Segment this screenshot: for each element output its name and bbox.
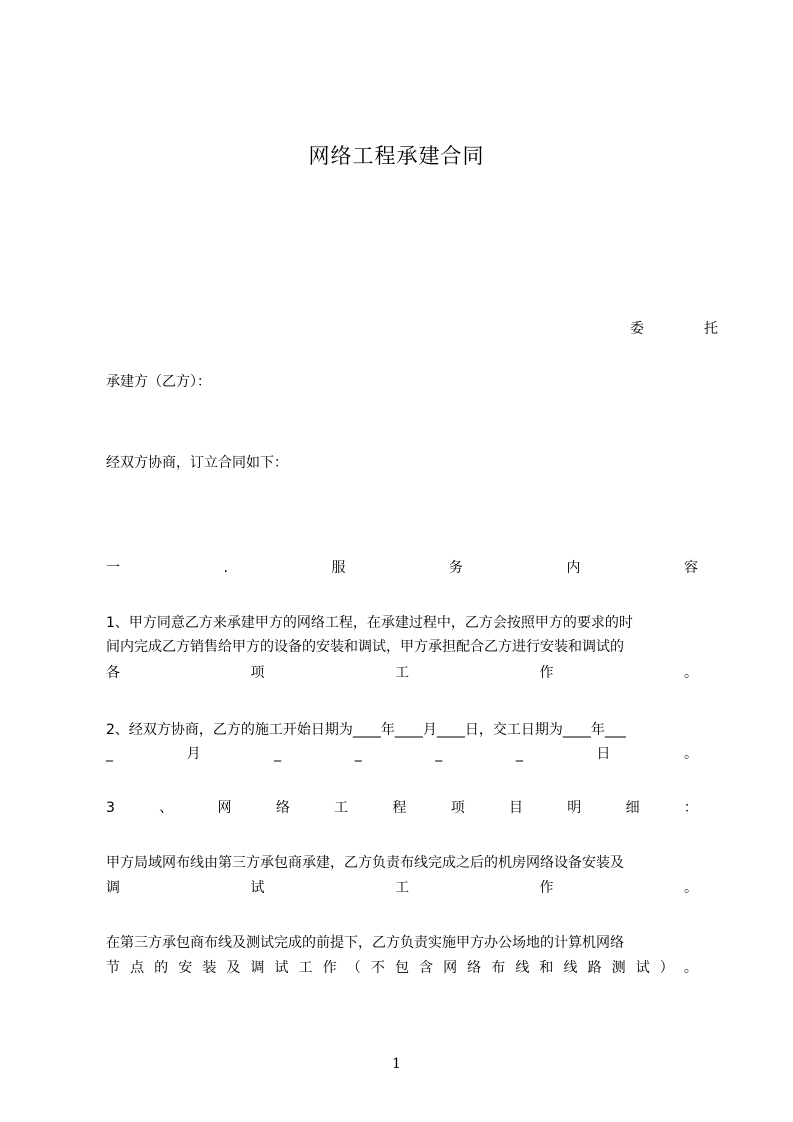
section-heading-service-content bbox=[106, 557, 698, 579]
item3-char: 项 bbox=[450, 800, 465, 816]
client-char: 托 bbox=[704, 321, 718, 337]
para1-line1: 甲方局域网布线由第三方承包商承建，乙方负责布线完成之后的机房网络设备安装及 bbox=[106, 855, 624, 871]
para2-char: 装 bbox=[202, 960, 217, 976]
heading-char: . bbox=[223, 560, 228, 576]
para2-char: 点 bbox=[130, 960, 145, 976]
heading-char: 务 bbox=[448, 560, 463, 576]
para1-char: 工 bbox=[395, 880, 409, 896]
heading-char: 容 bbox=[683, 560, 698, 576]
contractor-label: 承建方（乙方）： bbox=[106, 374, 211, 390]
item2-char: _ bbox=[274, 746, 282, 762]
item3-char: 、 bbox=[159, 800, 174, 816]
document-title: 网络工程承建合同 bbox=[308, 144, 485, 168]
para2-char: 工 bbox=[298, 960, 313, 976]
item1-line1: 1、甲方同意乙方来承建甲方的网络工程，在承建过程中，乙方会按照甲方的要求的时 bbox=[106, 615, 633, 631]
para1-char: 作 bbox=[539, 880, 554, 896]
para1-char: 。 bbox=[684, 880, 698, 896]
item3-char: 目 bbox=[509, 800, 523, 816]
para2-char: 网 bbox=[443, 960, 458, 976]
page-number: 1 bbox=[392, 1056, 401, 1072]
item3-char: ： bbox=[683, 800, 698, 816]
item1-line2: 间内完成乙方销售给甲方的设备的安装和调试，甲方承担配合乙方进行安装和调试的 bbox=[106, 639, 624, 655]
para1-char: 调 bbox=[106, 880, 120, 896]
item1-char: 作 bbox=[539, 665, 554, 681]
para2-char: 络 bbox=[467, 960, 482, 976]
client-label bbox=[630, 318, 718, 340]
item1-char: 项 bbox=[250, 665, 265, 681]
para2-char: 不 bbox=[370, 960, 385, 976]
heading-char: 一 bbox=[106, 560, 120, 576]
para1-line2 bbox=[106, 877, 698, 899]
para2-char: 和 bbox=[539, 960, 554, 976]
para2-char: 。 bbox=[683, 960, 698, 976]
para2-char: 测 bbox=[611, 960, 626, 976]
para2-char: 线 bbox=[515, 960, 530, 976]
para2-char: 路 bbox=[587, 960, 602, 976]
para2-char: 的 bbox=[154, 960, 169, 976]
item3-char: 网 bbox=[217, 800, 232, 816]
client-char: 委 bbox=[630, 321, 644, 337]
intro-text: 经双方协商，订立合同如下： bbox=[106, 455, 288, 471]
item3-char: 明 bbox=[567, 800, 582, 816]
para2-char: 调 bbox=[250, 960, 265, 976]
item2-char: 月 bbox=[186, 746, 201, 762]
item3-char: 程 bbox=[392, 800, 407, 816]
item2-char: _ bbox=[515, 746, 523, 762]
item1-char: 。 bbox=[684, 665, 698, 681]
para2-char: （ bbox=[346, 960, 361, 976]
item2-line2 bbox=[106, 743, 698, 765]
para2-char: 及 bbox=[226, 960, 241, 976]
item2-char: 。 bbox=[683, 746, 698, 762]
para2-char: 线 bbox=[563, 960, 578, 976]
item2-char: 日 bbox=[596, 746, 611, 762]
para2-char: 试 bbox=[635, 960, 650, 976]
para2-char: 含 bbox=[419, 960, 434, 976]
item2-line1: 2、经双方协商，乙方的施工开始日期为____年____月____日，交工日期为____年___ bbox=[106, 722, 626, 738]
para2-char: 节 bbox=[106, 960, 120, 976]
para2-char: 试 bbox=[274, 960, 289, 976]
item2-char: _ bbox=[354, 746, 362, 762]
item3-char: 3 bbox=[106, 800, 115, 816]
item1-char: 工 bbox=[395, 665, 409, 681]
item1-line3 bbox=[106, 662, 698, 684]
item1-char: 各 bbox=[106, 665, 120, 681]
para1-char: 试 bbox=[250, 880, 265, 896]
item3-char: 细 bbox=[625, 800, 640, 816]
para2-char: 安 bbox=[178, 960, 193, 976]
para2-char: 包 bbox=[394, 960, 409, 976]
item2-char: _ bbox=[435, 746, 443, 762]
para2-char: ） bbox=[659, 960, 674, 976]
item2-char: _ bbox=[106, 746, 113, 762]
para2-char: 布 bbox=[491, 960, 506, 976]
para2-line2 bbox=[106, 957, 698, 979]
heading-char: 服 bbox=[331, 560, 346, 576]
item3-char: 络 bbox=[275, 800, 290, 816]
para2-char: 作 bbox=[322, 960, 337, 976]
heading-char: 内 bbox=[566, 560, 581, 576]
item3-heading bbox=[106, 797, 698, 819]
item3-char: 工 bbox=[334, 800, 349, 816]
para2-line1: 在第三方承包商布线及测试完成的前提下，乙方负责实施甲方办公场地的计算机网络 bbox=[106, 935, 624, 951]
